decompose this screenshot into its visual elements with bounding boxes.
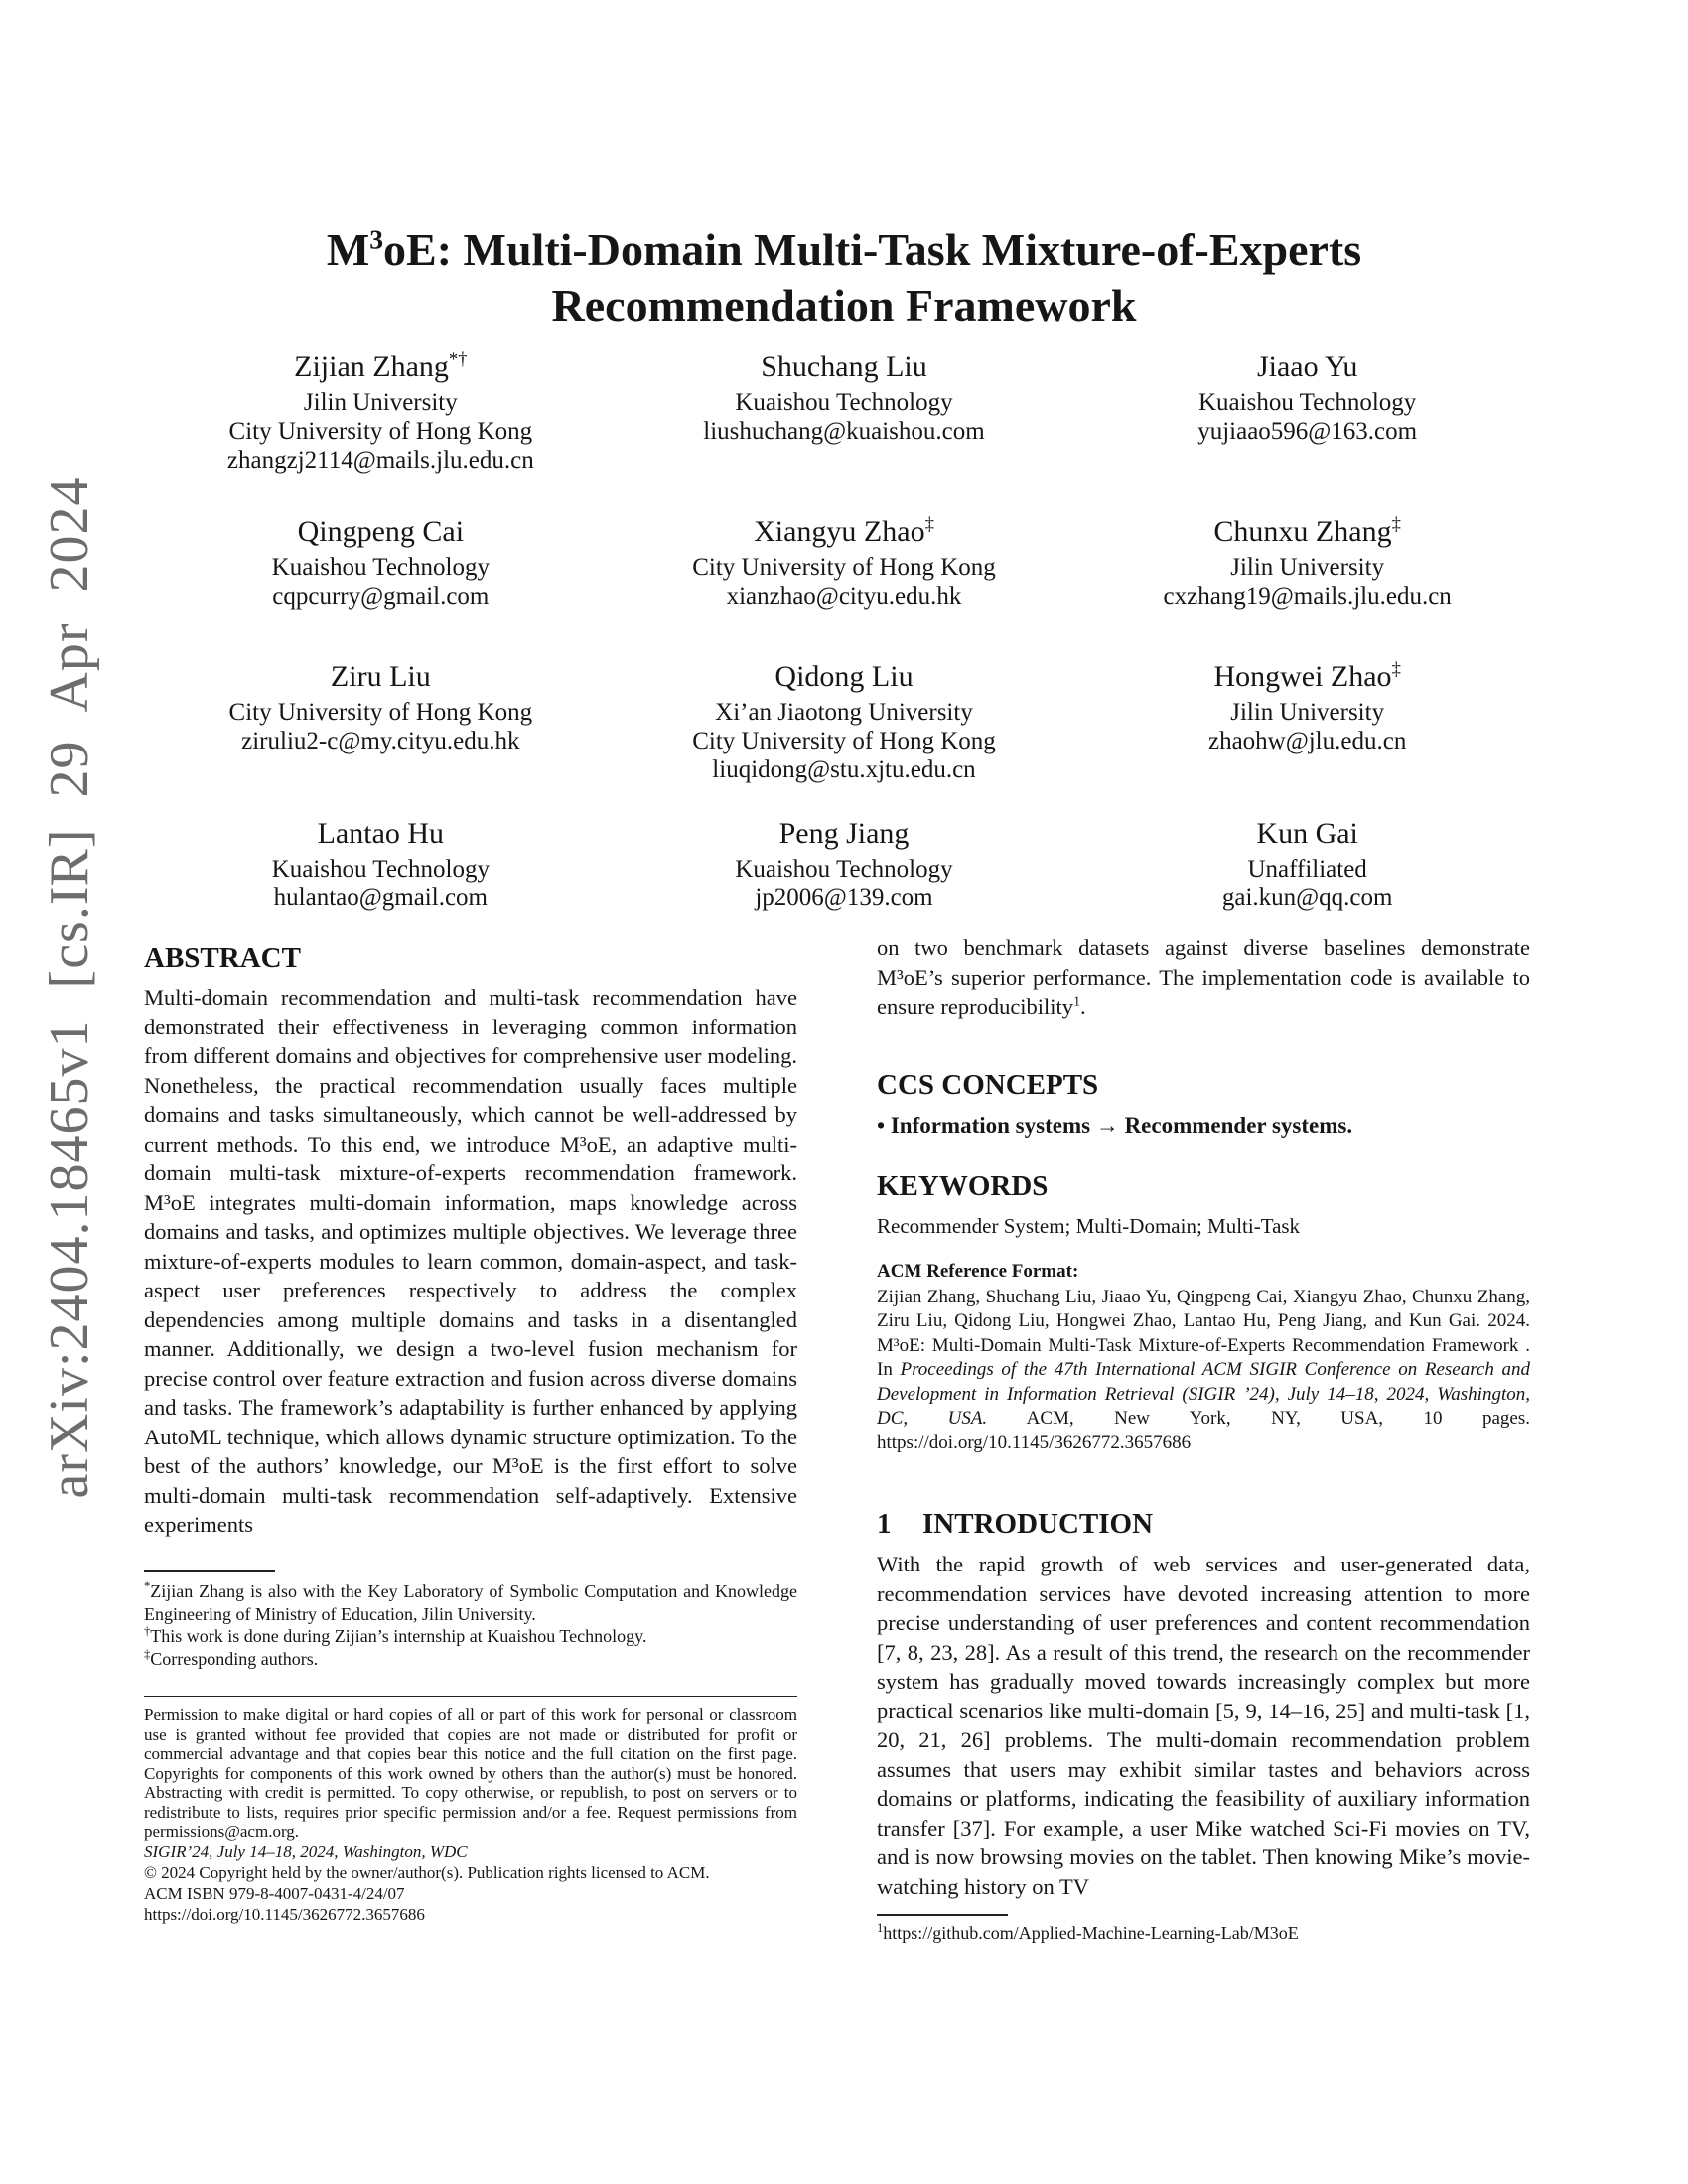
author-block — [1075, 659, 1539, 784]
author-email: hulantao@gmail.com — [273, 885, 488, 911]
page-footnote — [877, 1914, 1530, 1945]
author-name: Jiaao Yu — [1256, 350, 1358, 383]
author-affiliation: Kuaishou Technology — [735, 856, 953, 883]
bullet-icon: • — [877, 1112, 886, 1138]
ccs-heading: CCS CONCEPTS — [877, 1068, 1099, 1101]
author-email: zhaohw@jlu.edu.cn — [1207, 728, 1407, 754]
footnote-line — [877, 1922, 1530, 1945]
author-block — [1075, 816, 1539, 912]
acm-reference-text: Zijian Zhang, Shuchang Liu, Jiaao Yu, Qingpeng Cai, Xiangyu Zhao, Chunxu Zhang, Ziru Liu, Qidong Liu, Hongwei Zhao, Lantao Hu, Peng Jiang, and Kun Gai. 2024. M³oE: Multi-Domain Multi-Task Mixture-of-Experts Recommendation Framework . In Proceedings of the 47th International ACM SIGIR Conference on Research and Development in Information Retrieval (SIGIR ’24), July 14–18, 2024, Washington, DC, USA. ACM, New York, NY, USA, 10 pages. https://doi.org/10.1145/3626772.3657686 — [877, 1286, 1531, 1453]
author-block — [149, 514, 613, 611]
isbn-line: ACM ISBN 979-8-4007-0431-4/24/07 — [144, 1883, 405, 1903]
author-block — [1075, 349, 1539, 475]
arrow-icon: → — [1095, 1112, 1119, 1138]
author-affiliation: Kuaishou Technology — [271, 856, 490, 883]
author-block — [149, 349, 613, 475]
ccs-concepts-line: • Information systems → Recommender systems. — [877, 1112, 1353, 1138]
author-name: Qingpeng Cai — [297, 515, 465, 548]
author-affiliation: City University of Hong Kong — [228, 418, 533, 445]
permission-text: Permission to make digital or hard copies of all or part of this work for personal or classroom use is granted without fee provided that copies are not made or distributed for profit or commercial advantage and that copies bear this notice and the full citation on the first page. Copyrights for components of this work owned by others than the author(s) must be honored. Abstracting with credit is permitted. To copy otherwise, or republish, to post on servers or to redistribute to lists, requires prior specific permission and/or a fee. Request permissions from permissions@acm.org. — [144, 1706, 797, 1841]
footnote-line: †This work is done during Zijian’s internship at Kuaishou Technology. — [144, 1624, 647, 1646]
author-affiliation: Kuaishou Technology — [735, 389, 953, 416]
author-name: Qidong Liu — [774, 660, 914, 693]
acm-reference-label: ACM Reference Format: — [877, 1260, 1079, 1282]
author-affiliation: Kuaishou Technology — [271, 554, 490, 581]
author-footnote-marker: ‡ — [924, 514, 934, 535]
author-footnote-marker: ‡ — [1391, 514, 1401, 535]
footnote-line: ‡Corresponding authors. — [144, 1646, 319, 1669]
conference-venue: SIGIR’24, July 14–18, 2024, Washington, WDC — [144, 1842, 468, 1861]
authors-row-1 — [149, 349, 1539, 475]
title-superscript: 3 — [369, 223, 384, 255]
author-affiliation: City University of Hong Kong — [228, 699, 533, 726]
author-name: Chunxu Zhang‡ — [1213, 514, 1401, 548]
author-name: Xiangyu Zhao‡ — [754, 514, 934, 548]
keywords-text: Recommender System; Multi-Domain; Multi-Task — [877, 1213, 1301, 1238]
introduction-text: With the rapid growth of web services and user-generated data, recommendation services have devoted increasing attention to more precise understanding of user preferences and content recommendation [7, 8, 23, 28]. As a result of this trend, the research on the recommender system has gradually moved towards increasingly complex but more practical scenarios like multi-domain [5, 9, 14–16, 25] and multi-task [1, 20, 21, 26] problems. The multi-domain recommendation problem assumes that users may exhibit similar tastes and behaviors across domains or platforms, indicating the feasibility of auxiliary information transfer [37]. For example, a user Mike watched Sci-Fi movies on TV, and is now browsing movies on the tablet. Then knowing Mike’s movie-watching history on TV — [877, 1552, 1530, 1899]
author-name: Hongwei Zhao‡ — [1213, 659, 1401, 693]
author-email: liuqidong@stu.xjtu.edu.cn — [712, 756, 976, 783]
keywords-heading: KEYWORDS — [877, 1169, 1049, 1202]
footnote-ref-1: 1 — [1073, 994, 1081, 1010]
author-name: Ziru Liu — [330, 660, 431, 693]
author-email: xianzhao@cityu.edu.hk — [726, 583, 962, 610]
author-email: cqpcurry@gmail.com — [272, 583, 490, 610]
author-affiliation: City University of Hong Kong — [692, 728, 996, 754]
author-affiliation: City University of Hong Kong — [692, 554, 996, 581]
author-email: jp2006@139.com — [755, 885, 933, 911]
author-block — [613, 816, 1076, 912]
footnote-marker: ‡ — [144, 1646, 151, 1661]
footnote-marker: * — [144, 1579, 151, 1593]
author-email: yujiaao596@163.com — [1197, 418, 1418, 445]
doi-link[interactable]: https://doi.org/10.1145/3626772.3657686 — [144, 1904, 425, 1924]
paper-title — [0, 222, 1688, 334]
abstract-section — [144, 941, 797, 1540]
copyright-rule — [144, 1696, 797, 1697]
author-name: Kun Gai — [1256, 817, 1358, 850]
paper-title-line1: $M^3oE$: Multi-Domain Multi-Task Mixture-of-Experts — [326, 223, 1362, 275]
footnote-line: *Zijian Zhang is also with the Key Laboratory of Symbolic Computation and Knowledge Engineering of Ministry of Education, Jilin University. — [144, 1579, 797, 1624]
authors-row-3 — [149, 659, 1539, 784]
author-affiliation: Xi’an Jiaotong University — [715, 699, 973, 726]
author-block — [1075, 514, 1539, 611]
author-email: cxzhang19@mails.jlu.edu.cn — [1163, 583, 1452, 610]
arxiv-banner: arXiv:2404.18465v1 [cs.IR] 29 Apr 2024 — [39, 477, 100, 1499]
author-email: liushuchang@kuaishou.com — [703, 418, 985, 445]
author-affiliation: Jilin University — [303, 389, 458, 416]
right-column — [877, 933, 1530, 1901]
author-footnote-marker: *† — [448, 349, 468, 370]
introduction-heading: 1 INTRODUCTION — [877, 1508, 1154, 1540]
author-affiliation: Kuaishou Technology — [1198, 389, 1417, 416]
copyright-notice: © 2024 Copyright held by the owner/author(s). Publication rights licensed to ACM. — [144, 1862, 710, 1882]
author-block — [613, 349, 1076, 475]
authors-row-2 — [149, 514, 1539, 611]
author-footnote-marker: ‡ — [1391, 659, 1401, 680]
abstract-continuation: on two benchmark datasets against diverse baselines demonstrate M³oE’s superior performance. The implementation code is available to ensure reproducibility$^1$. — [877, 935, 1530, 1019]
footnote-rule — [144, 1570, 275, 1572]
author-name: Shuchang Liu — [761, 350, 927, 383]
author-block — [149, 816, 613, 912]
paper-title-line2: Recommendation Framework — [551, 280, 1137, 331]
author-footnotes — [144, 1570, 797, 1670]
footnote-marker: † — [144, 1624, 151, 1638]
authors-row-4 — [149, 816, 1539, 912]
section-number: 1 — [877, 1508, 892, 1540]
author-email: ziruliu2-c@my.cityu.edu.hk — [241, 728, 520, 754]
author-block — [149, 659, 613, 784]
github-link[interactable]: https://github.com/Applied-Machine-Learning-Lab/M3oE — [883, 1923, 1299, 1943]
abstract-heading: ABSTRACT — [144, 942, 301, 974]
author-email: gai.kun@qq.com — [1221, 885, 1393, 911]
footnote-marker: 1 — [877, 1921, 884, 1935]
author-name: Lantao Hu — [317, 817, 445, 850]
author-block — [613, 659, 1076, 784]
author-affiliation: Jilin University — [1230, 699, 1385, 726]
author-name: Zijian Zhang*† — [294, 349, 468, 383]
copyright-block — [144, 1696, 797, 1925]
abstract-text: Multi-domain recommendation and multi-task recommendation have demonstrated their effectiveness in leveraging common information from different domains and objectives for comprehensive user modeling. Nonetheless, the practical recommendation usually faces multiple domains and tasks simultaneously, which cannot be well-addressed by current methods. To this end, we introduce M³oE, an adaptive multi-domain multi-task mixture-of-experts recommendation framework. M³oE integrates multi-domain information, maps knowledge across domains and tasks, and optimizes multiple objectives. We leverage three mixture-of-experts modules to learn common, domain-aspect, and task-aspect user preferences respectively to address the complex dependencies among multiple domains and tasks in a disentangled manner. Additionally, we design a two-level fusion mechanism for precise control over feature extraction and fusion across diverse domains and tasks. The framework’s adaptability is further enhanced by applying AutoML technique, which allows dynamic structure optimization. To the best of the authors’ knowledge, our M³oE is the first effort to solve multi-domain multi-task recommendation self-adaptively. Extensive experiments — [144, 985, 797, 1537]
author-name: Peng Jiang — [778, 817, 910, 850]
footnote-rule — [877, 1914, 1008, 1916]
author-email: zhangzj2114@mails.jlu.edu.cn — [226, 447, 534, 474]
author-block — [613, 514, 1076, 611]
author-affiliation: Jilin University — [1230, 554, 1385, 581]
author-affiliation: Unaffiliated — [1247, 856, 1367, 883]
